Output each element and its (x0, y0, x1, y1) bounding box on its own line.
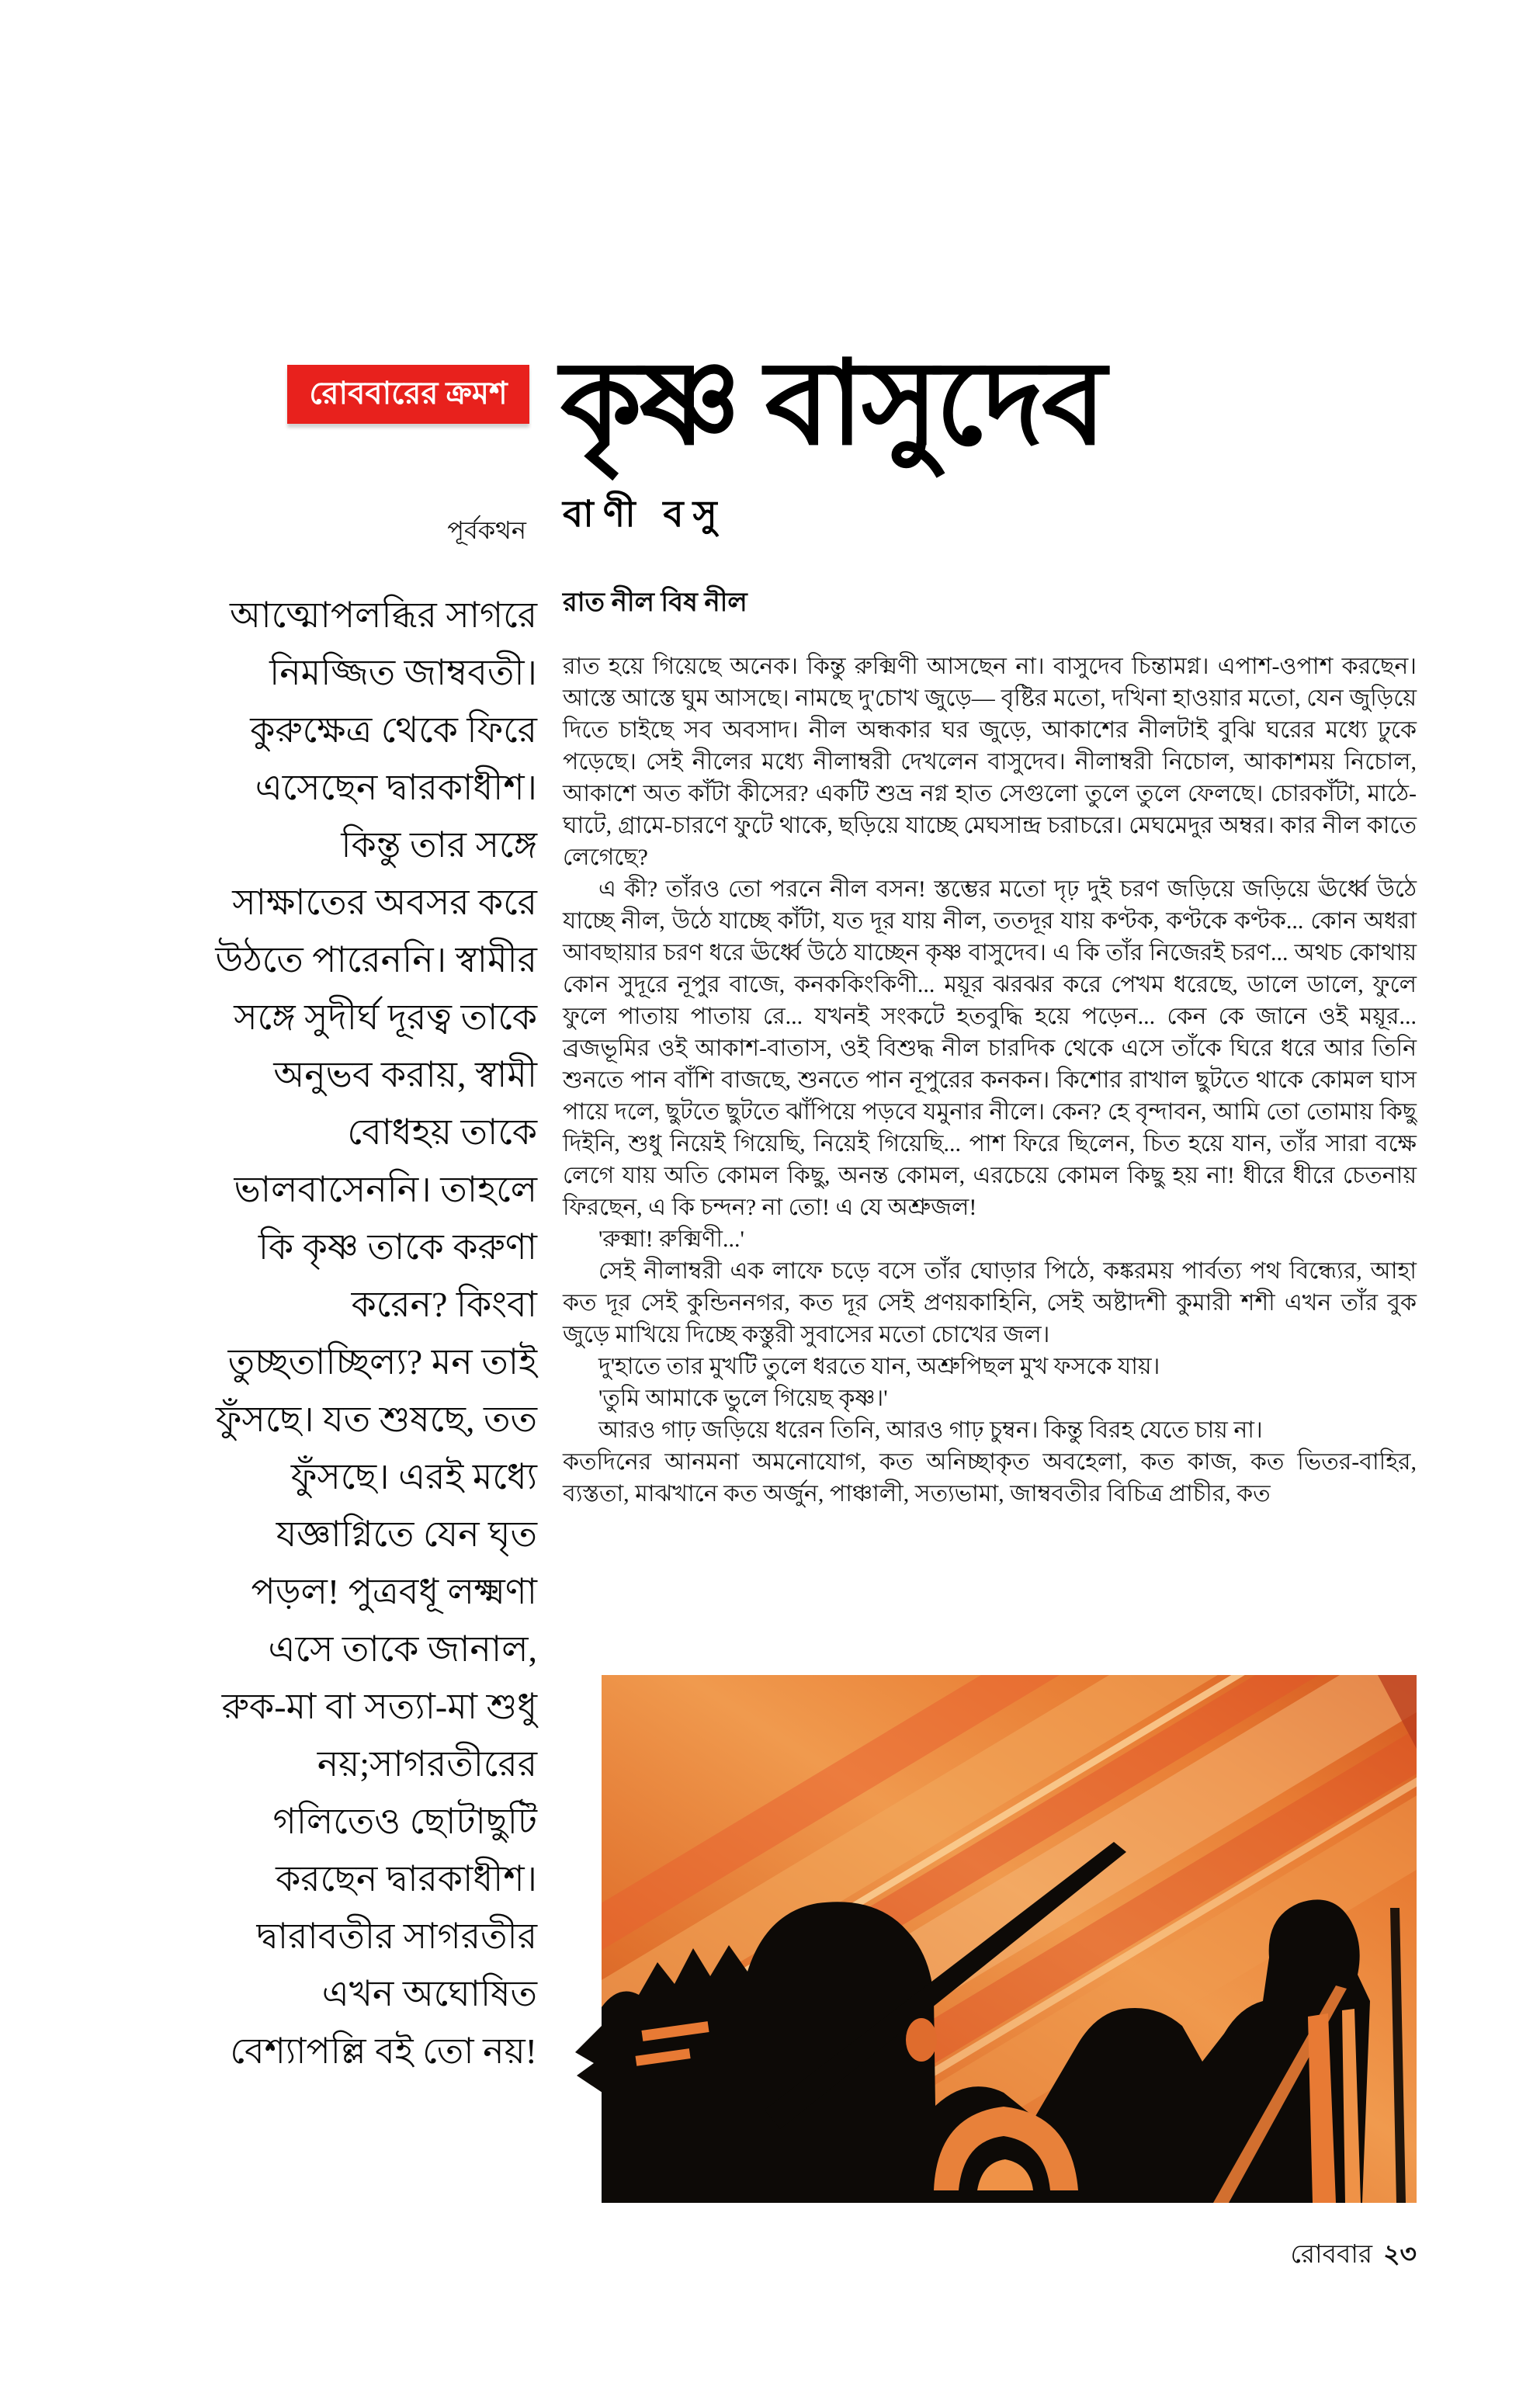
series-badge-label: রোববারের ক্রমশ (309, 375, 508, 411)
article-title: কৃষ্ণ বাসুদেব (560, 340, 1105, 469)
pull-quote-line: কিন্তু তার সঙ্গে (341, 825, 537, 865)
pull-quote-line: ফুঁসছে। এরই মধ্যে (290, 1457, 537, 1496)
paragraph: দু'হাতে তার মুখটি তুলে ধরতে যান, অশ্রুপিছল মুখ ফসকে যায়। (598, 1354, 1160, 1379)
pull-quote-line: যজ্ঞাগ্নিতে যেন ঘৃত (276, 1514, 537, 1554)
article-subtitle: রাত নীল বিষ নীল (563, 588, 747, 617)
pull-quote-line: দ্বারাবতীর সাগরতীর (256, 1916, 537, 1956)
author-name: বাণী বসু (563, 494, 727, 535)
paragraph: রাত হয়ে গিয়েছে অনেক। কিন্তু রুক্মিণী আসছেন না। বাসুদেব চিন্তামগ্ন। এপাশ-ওপাশ করছেন। আস্তে আস্তে ঘুম আসছে। নামছে দু'চোখ জুড়ে— বৃষ্টির মতো, দখিনা হাওয়ার মতো, যেন জুড়িয়ে দিতে চাইছে সব অবসাদ। নীল অন্ধকার ঘর জুড়ে, আকাশের নীলটাই বুঝি ঘরের মধ্যে ঢুকে পড়েছে। সেই নীলের মধ্যে নীলাম্বরী দেখলেন বাসুদেব। নীলাম্বরী নিচোল, আকাশময় নিচোল, আকাশে অত কাঁটা কীসের? একটি শুভ্র নগ্ন হাত সেগুলো তুলে তুলে ফেলছে। চোরকাঁটা, মাঠে-ঘাটে, গ্রামে-চারণে ফুটে থাকে, ছড়িয়ে যাচ্ছে মেঘসান্দ্র চরাচরে। মেঘমেদুর অম্বর। কার নীল কাতে লেগেছে? (563, 654, 1417, 870)
pull-quote-line: এসেছেন দ্বারকাধীশ। (255, 768, 537, 807)
pull-quote (78, 587, 537, 2080)
pull-quote-line: ভালবাসেননি। তাহলে (234, 1170, 537, 1209)
paragraph: এ কী? তাঁরও তো পরনে নীল বসন! স্তম্ভের মতো দৃঢ় দুই চরণ জড়িয়ে জড়িয়ে ঊর্ধ্বে উঠে যাচ্ছে নীল, উঠে যাচ্ছে কাঁটা, যত দূর যায় নীল, ততদূর যায় কণ্টক, কণ্টকে কণ্টক... কোন অধরা আবছায়ার চরণ ধরে ঊর্ধ্বে উঠে যাচ্ছেন কৃষ্ণ বাসুদেব। এ কি তাঁর নিজেরই চরণ... অথচ কোথায় কোন সুদূরে নূপুর বাজে, কনককিংকিণী... ময়ূর ঝরঝর করে পেখম ধরেছে, ডালে ডালে, ফুলে ফুলে পাতায় পাতায় রে... যখনই সংকটে হতবুদ্ধি হয়ে পড়েন... কেন কে জানে ওই ময়ূর... ব্রজভূমির ওই আকাশ-বাতাস, ওই বিশুদ্ধ নীল চারদিক থেকে এসে তাঁকে ঘিরে ধরে আর তিনি শুনতে পান বাঁশি বাজছে, শুনতে পান নূপুরের কনকন। কিশোর রাখাল ছুটতে থাকে কোমল ঘাস পায়ে দলে, ছুটতে ছুটতে ঝাঁপিয়ে পড়বে যমুনার নীলে। কেন? হে বৃন্দাবন, আমি তো তোমায় কিছু দিইনি, শুধু নিয়েই গিয়েছি, নিয়েই গিয়েছি... পাশ ফিরে ছিলেন, চিত হয়ে যান, তাঁর সারা বক্ষে লেগে যায় অতি কোমল কিছু, অনন্ত কোমল, এরচেয়ে কোমল কিছু হয় না! ধীরে ধীরে চেতনায় ফিরছেন, এ কি চন্দন? না তো! এ যে অশ্রুজল! (563, 876, 1417, 1220)
paragraph: 'রুক্মা! রুক্মিণী...' (598, 1226, 744, 1252)
pull-quote-line: সাক্ষাতের অবসর করে (232, 883, 537, 922)
series-badge (287, 365, 529, 424)
pull-quote-line: রুক-মা বা সত্যা-মা শুধু (221, 1687, 537, 1726)
pull-quote-line: নিমজ্জিত জাম্ববতী। (269, 653, 537, 692)
pull-quote-line: বেশ্যাপল্লি বই তো নয়! (230, 2031, 537, 2071)
footer-page-number: ২৩ (1383, 2241, 1417, 2269)
paragraph: কতদিনের আনমনা অমনোযোগ, কত অনিচ্ছাকৃত অবহেলা, কত কাজ, কত ভিতর-বাহির, ব্যস্ততা, মাঝখানে কত অর্জুন, পাঞ্চালী, সত্যভামা, জাম্ববতীর বিচিত্র প্রাচীর, কত (563, 1449, 1417, 1507)
footer-magazine-name: রোববার (1290, 2241, 1373, 2269)
pull-quote-line: করছেন দ্বারকাধীশ। (276, 1859, 537, 1899)
pull-quote-line: এসে তাকে জানাল, (268, 1629, 537, 1669)
pull-quote-line: এখন অঘোষিত (321, 1974, 537, 2013)
pull-quote-line: কুরুক্ষেত্র থেকে ফিরে (250, 710, 537, 750)
pull-quote-line: গলিতেও ছোটাছুটি (272, 1802, 537, 1841)
illustration-art (571, 1675, 1417, 2203)
paragraph: আরও গাঢ় জড়িয়ে ধরেন তিনি, আরও গাঢ় চুম্বন। কিন্তু বিরহ যেতে চায় না। (598, 1417, 1263, 1443)
pull-quote-line: সঙ্গে সুদীর্ঘ দূরত্ব তাকে (234, 997, 537, 1037)
pull-quote-line: আত্মোপলব্ধির সাগরে (230, 595, 537, 635)
paragraph: সেই নীলাম্বরী এক লাফে চড়ে বসে তাঁর ঘোড়ার পিঠে, কঙ্করময় পার্বত্য পথ বিন্ধ্যের, আহা কত দূর সেই কুন্ডিননগর, কত দূর সেই প্রণয়কাহিনি, সেই অষ্টাদশী কুমারী শশী এখন তাঁর বুক জুড়ে মাখিয়ে দিচ্ছে কস্তুরী সুবাসের মতো চোখের জল। (563, 1258, 1417, 1347)
pull-quote-line: বোধহয় তাকে (347, 1112, 537, 1152)
pull-quote-line: পড়ল! পুত্রবধূ লক্ষ্মণা (251, 1572, 537, 1611)
article-body (563, 650, 1417, 1510)
pull-quote-line: ফুঁসছে। যত শুষছে, তত (215, 1399, 537, 1439)
pull-quote-line: অনুভব করায়, স্বামী (273, 1055, 537, 1094)
kicker-label: পূর্বকথন (447, 516, 526, 544)
pull-quote-line: করেন? কিংবা (351, 1285, 537, 1324)
pull-quote-line: উঠতে পারেননি। স্বামীর (215, 940, 537, 980)
page-footer (563, 2234, 1417, 2277)
paragraph: 'তুমি আমাকে ভুলে গিয়েছ কৃষ্ণ।' (598, 1386, 888, 1411)
pull-quote-line: নয়;সাগরতীরের (317, 1744, 537, 1784)
illustration (571, 1675, 1417, 2203)
pull-quote-line: কি কৃষ্ণ তাকে করুণা (258, 1227, 537, 1267)
pull-quote-line: তুচ্ছতাচ্ছিল্য? মন তাই (227, 1342, 537, 1382)
